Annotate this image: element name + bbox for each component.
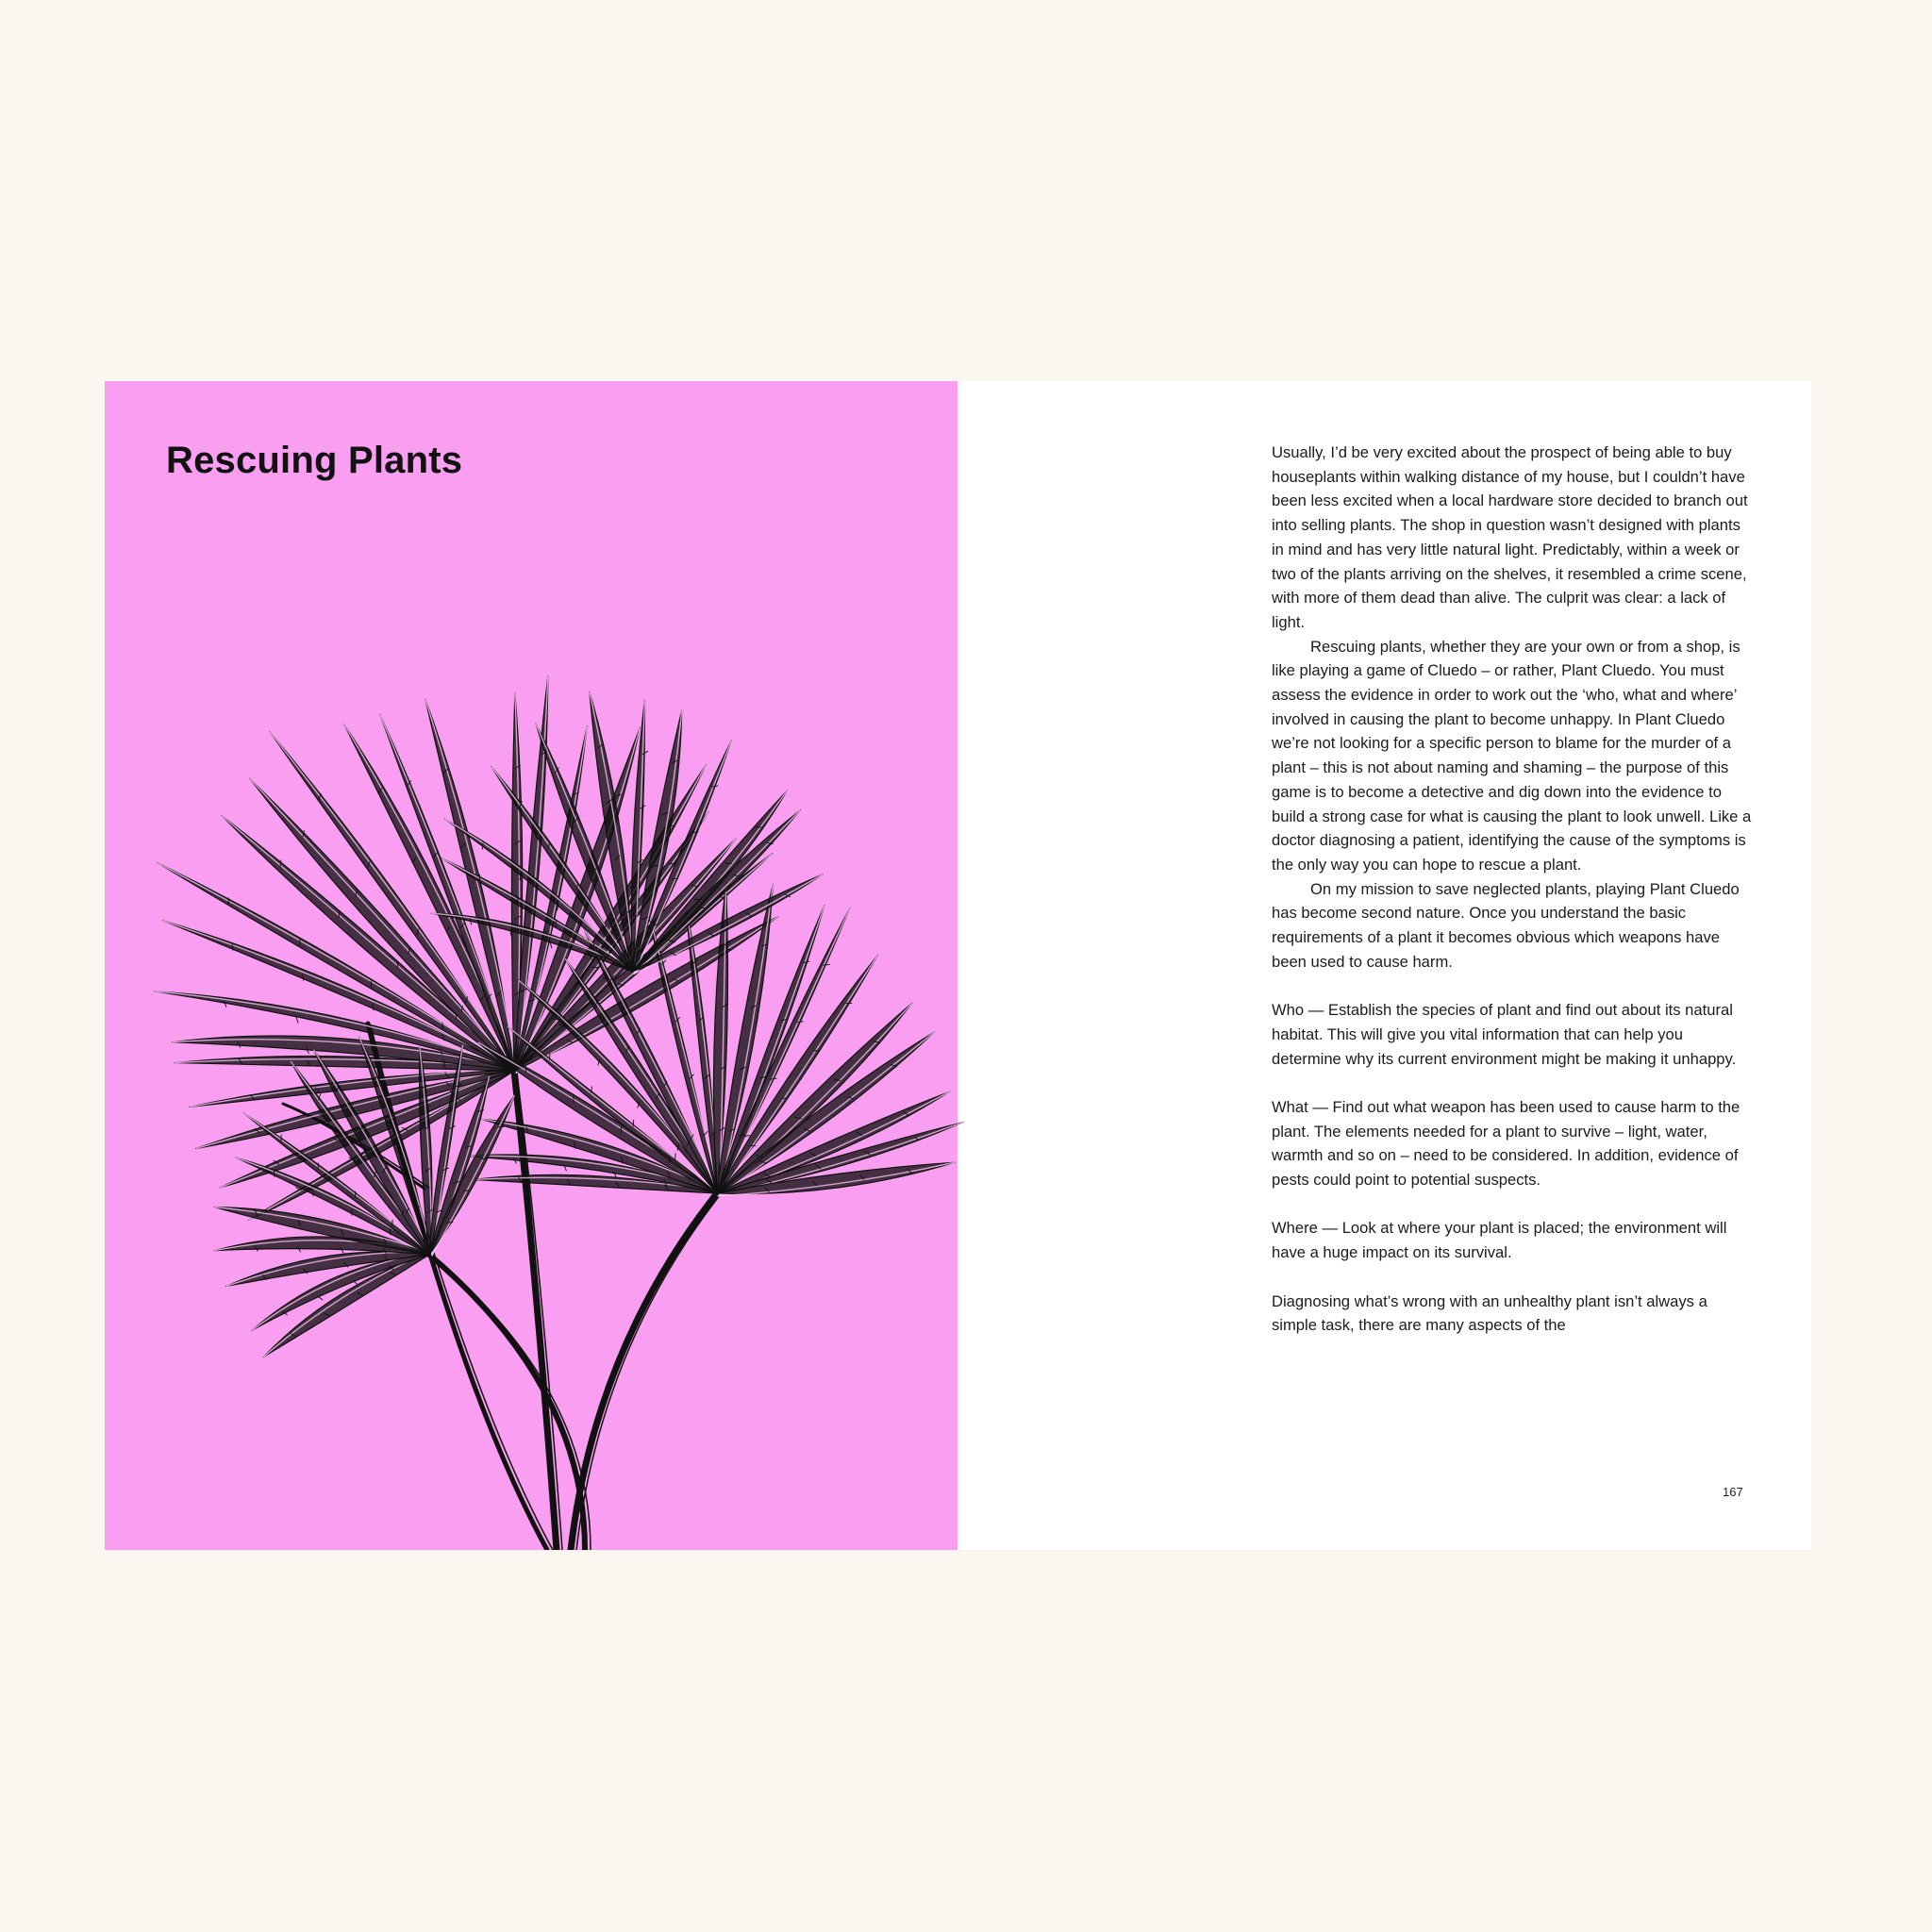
paragraph-where: Where — Look at where your plant is placed; the environment will have a huge impact on its survival. (1272, 1219, 1727, 1262)
paragraph-intro: Usually, I’d be very excited about the prospect of being able to buy houseplants within walking distance of my house, but I couldn’t have been less excited when a local hardware store decided to branch out into selling plants. The shop in question wasn’t designed with plants in mind and has very little natural light. Predictably, within a week or two of the plants arriving on the shelves, it resembled a crime scene, with more of them dead than alive. The culprit was clear: a lack of light. (1272, 443, 1748, 631)
palm-plant-icon (142, 443, 1217, 1550)
paragraph-who: Who — Establish the species of plant and find out about its natural habitat. This will give you vital information that can help you determine why its current environment might be making it unhappy. (1272, 1001, 1737, 1068)
body-text (1272, 441, 1753, 1338)
paragraph-diagnosing: Diagnosing what’s wrong with an unhealthy plant isn’t always a simple task, there are many aspects of the (1272, 1291, 1707, 1335)
paragraph-cluedo: Rescuing plants, whether they are your own or from a shop, is like playing a game of Cluedo – or rather, Plant Cluedo. You must assess the evidence in order to work out the ‘who, what and where’ involved in causing the plant to become unhappy. In Plant Cluedo we’re not looking for a specific person to blame for the murder of a plant – this is not about naming and shaming – the purpose of this game is to become a detective and dig down into the evidence to build a strong case for what is causing the plant to look unwell. Like a doctor diagnosing a patient, identifying the cause of the symptoms is the only way you can hope to rescue a plant. (1272, 637, 1752, 874)
page-number: 167 (1723, 1485, 1743, 1499)
paragraph-what: What — Find out what weapon has been used to cause harm to the plant. The elements needed for a plant to survive – light, water, warmth and so on – need to be considered. In addition, evidence of pests could point to potential suspects. (1272, 1097, 1740, 1190)
paragraph-mission: On my mission to save neglected plants, playing Plant Cluedo has become second nature. Once you understand the basic requirements of a plant it becomes obvious which weapons have been used to cause harm. (1272, 879, 1740, 971)
chapter-title: Rescuing Plants (166, 440, 463, 481)
